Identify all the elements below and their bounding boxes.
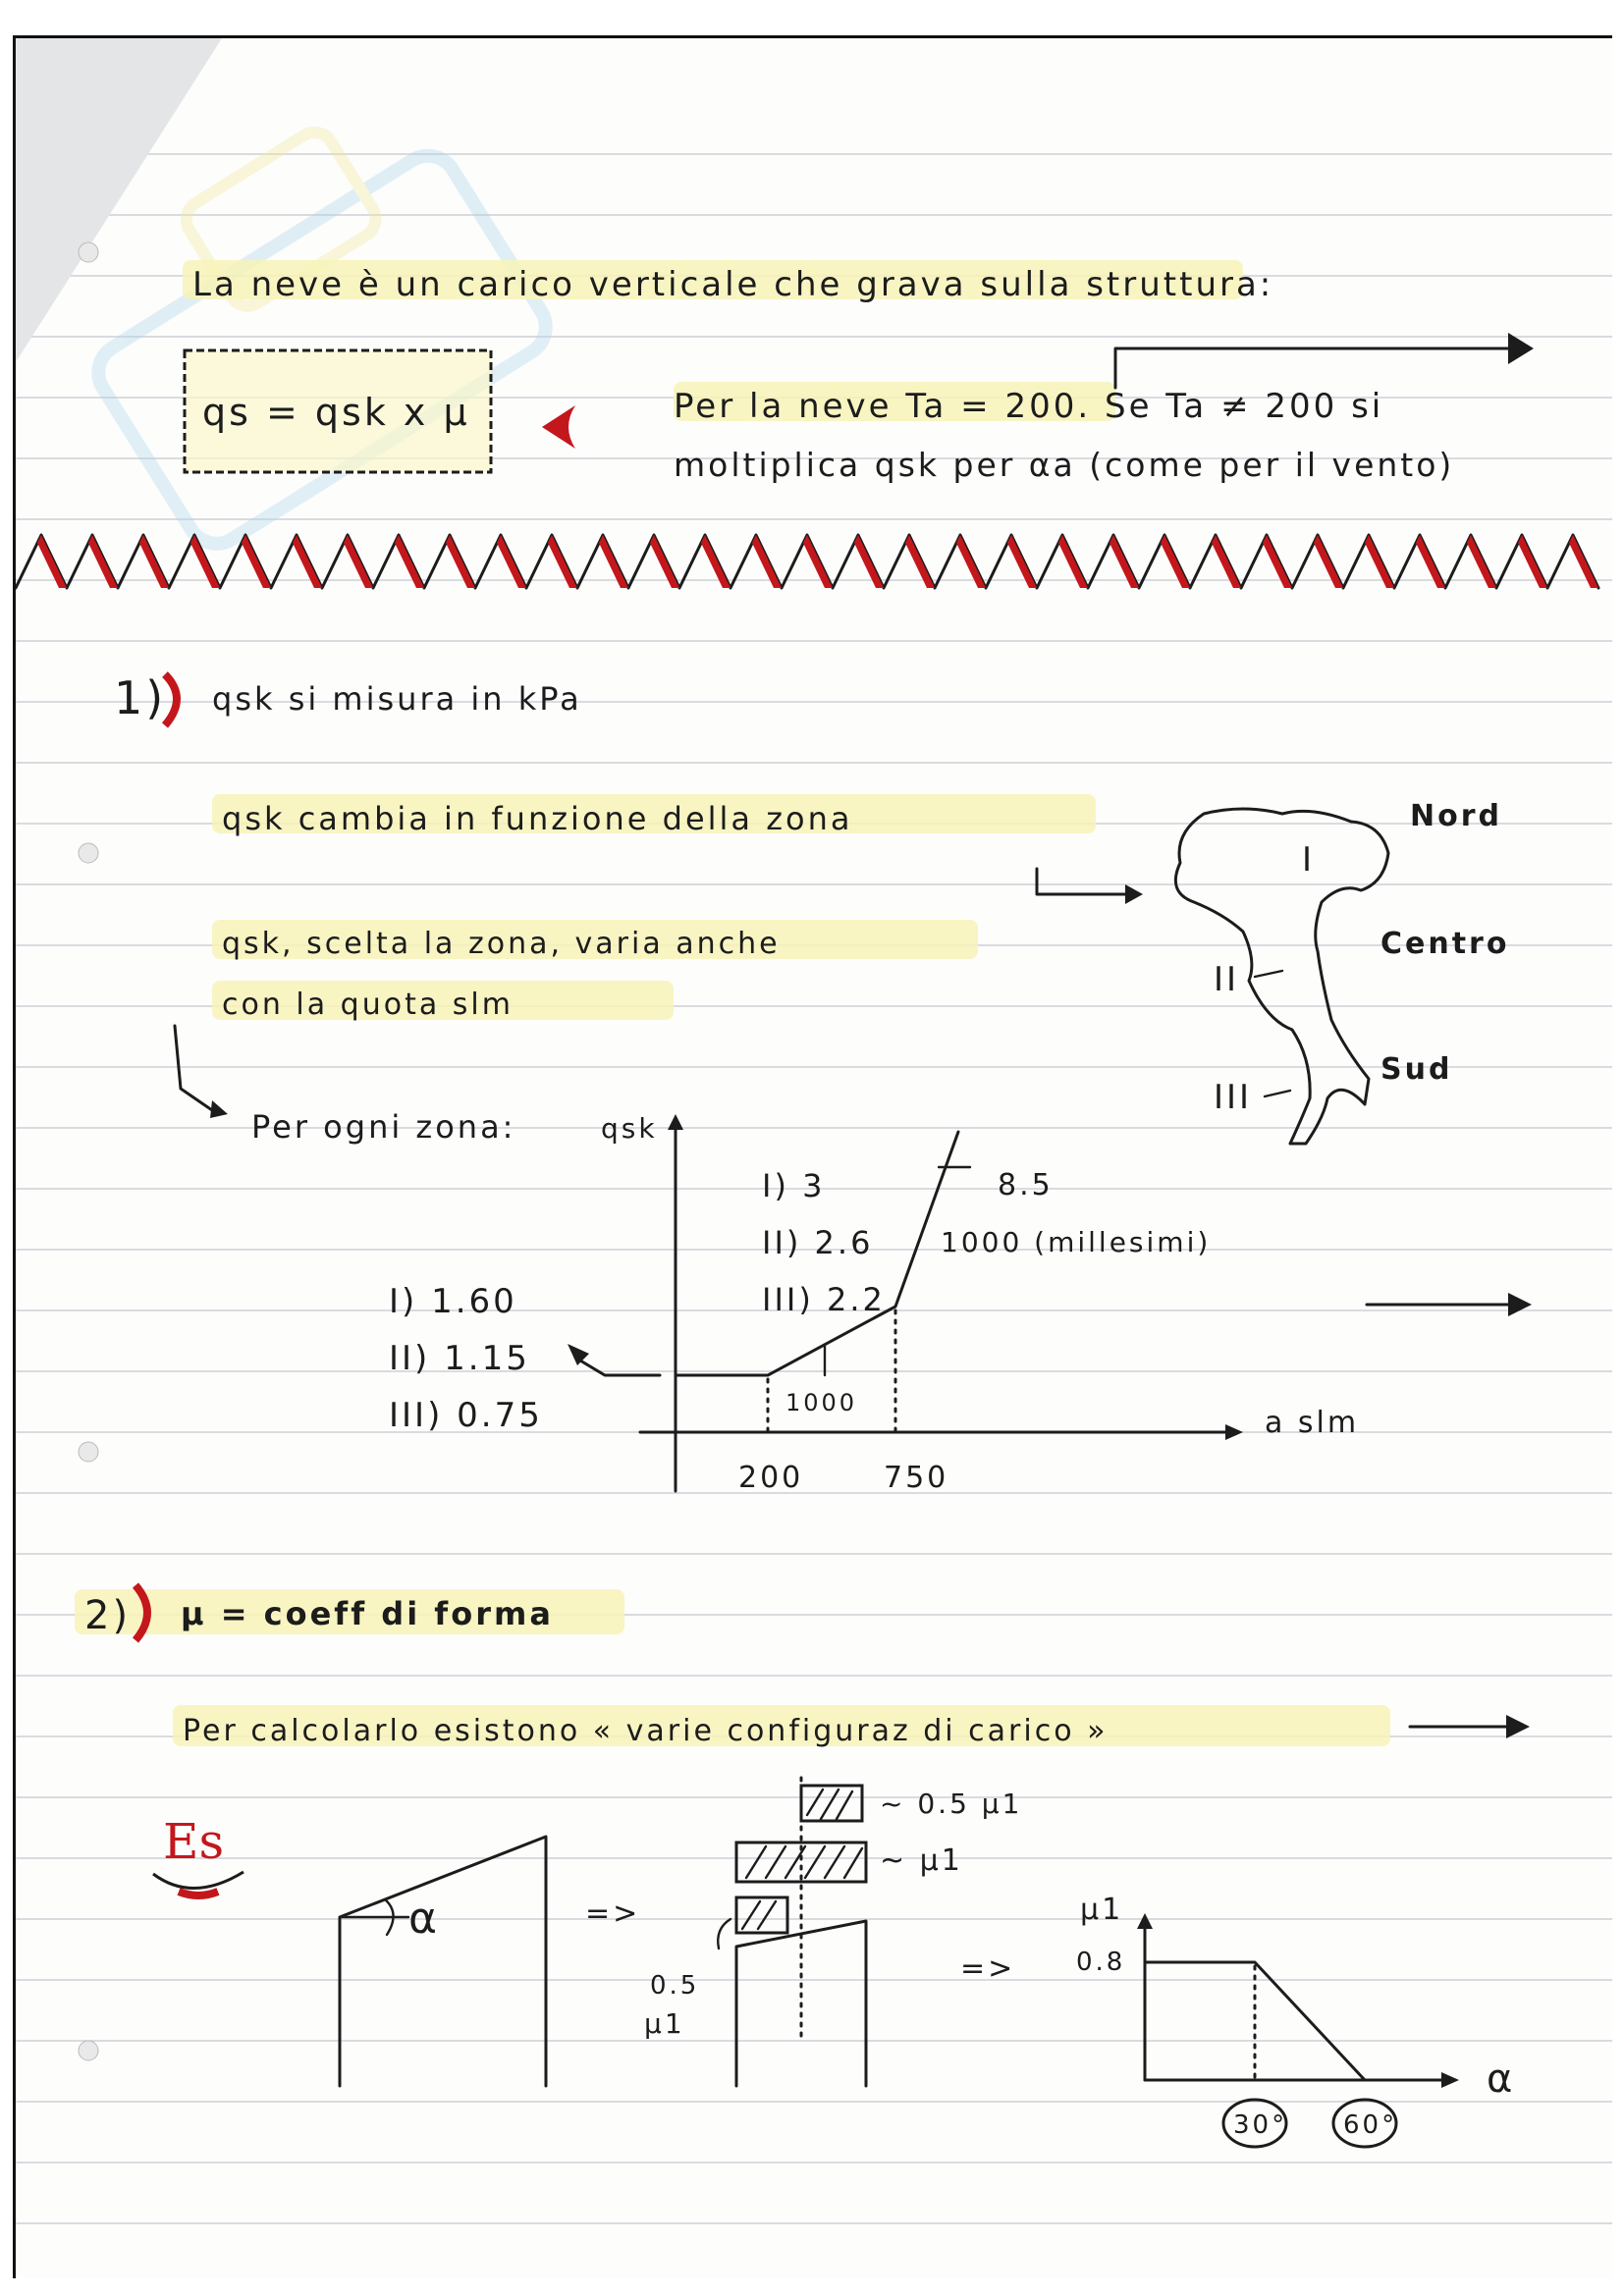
mu-y-axis-arrow-icon	[1137, 1913, 1153, 1929]
map-label-centro: Centro	[1380, 927, 1510, 961]
qsk-graph	[389, 1112, 1532, 1495]
es-label: Es	[163, 1813, 225, 1870]
mu-x-axis-arrow-icon	[1441, 2072, 1459, 2088]
arrow-implies-2: =>	[960, 1951, 1016, 1986]
base-value-2: II) 1.15	[389, 1339, 530, 1378]
roof-sketch	[340, 1837, 546, 2086]
slope1-value-2: II) 2.6	[762, 1224, 874, 1261]
base-value-1: I) 1.60	[389, 1282, 517, 1321]
x-axis-arrow-icon	[1225, 1424, 1243, 1440]
slope1-value-3: III) 2.2	[762, 1281, 886, 1318]
line-quota-2: con la quota slm	[222, 988, 514, 1022]
arrow-right-icon	[1125, 884, 1143, 904]
slope1-run: 1000	[785, 1389, 858, 1416]
tick-750: 750	[884, 1461, 949, 1495]
notebook-page	[13, 35, 1612, 2278]
load-low-label-2: μ1	[644, 2007, 685, 2040]
section2-title: μ = coeff di forma	[181, 1595, 554, 1632]
formula: qs = qsk x μ	[202, 391, 470, 434]
slope1-value-1: I) 3	[762, 1167, 826, 1204]
es-underline	[153, 1872, 244, 1889]
punch-hole	[79, 1442, 98, 1462]
y-axis-arrow-icon	[668, 1114, 683, 1130]
load-mid-label: ~ μ1	[880, 1843, 963, 1878]
arrow-line	[1037, 869, 1125, 894]
page-title: La neve è un carico verticale che grava sulla struttura:	[192, 265, 1274, 304]
section1-title: qsk si misura in kPa	[212, 680, 582, 718]
base-value-3: III) 0.75	[389, 1396, 543, 1435]
mu-x-axis-label: α	[1487, 2056, 1516, 2102]
line-zone: qsk cambia in funzione della zona	[222, 800, 853, 837]
qsk-axis-label: qsk	[601, 1112, 658, 1145]
alpha-label: α	[408, 1894, 441, 1944]
map-zone-1: I	[1302, 840, 1316, 880]
map-zone-2: II	[1214, 960, 1240, 999]
per-ogni-zona: Per ogni zona:	[251, 1108, 516, 1146]
tick-60-label: 60°	[1343, 2110, 1398, 2140]
es-underline-red	[179, 1892, 218, 1896]
arrow-right-icon	[1508, 1293, 1532, 1316]
config-line: Per calcolarlo esistono « varie configuraz di carico »	[183, 1714, 1109, 1748]
arrow-right-icon	[1506, 1715, 1530, 1738]
load-low-label-1: 0.5	[650, 1971, 700, 2001]
note-line-1: Per la neve Ta = 200. Se Ta ≠ 200 si	[674, 387, 1384, 426]
red-pointer-icon	[542, 405, 575, 449]
tick-30-label: 30°	[1233, 2110, 1288, 2140]
punch-hole	[79, 843, 98, 863]
line-quota-1: qsk, scelta la zona, varia anche	[222, 927, 781, 961]
arrow-line	[175, 1026, 212, 1110]
load-configuration	[644, 1778, 1022, 2086]
arrow-line	[1115, 348, 1508, 388]
punch-hole	[79, 242, 98, 262]
arrow-implies-1: =>	[585, 1896, 641, 1931]
map-label-nord: Nord	[1410, 799, 1502, 833]
italy-map	[1175, 799, 1509, 1144]
mu-y-value: 0.8	[1076, 1948, 1126, 1977]
x-axis-label: a slm	[1265, 1406, 1360, 1440]
slope2-run: 1000 (millesimi)	[941, 1226, 1212, 1258]
mu-axis-label: μ1	[1080, 1893, 1124, 1927]
map-label-sud: Sud	[1380, 1052, 1453, 1087]
red-bracket	[165, 674, 177, 725]
arrow-right-icon	[210, 1100, 228, 1118]
section2-number: 2)	[84, 1593, 132, 1638]
map-zone-3: III	[1214, 1078, 1253, 1117]
slope2-rise: 8.5	[998, 1168, 1054, 1202]
load-low-leader	[718, 1919, 731, 1949]
note-line-2: moltiplica qsk per αa (come per il vento)	[674, 446, 1455, 484]
section1-number: 1)	[114, 671, 167, 724]
arrow-line	[575, 1358, 660, 1375]
tick-200: 200	[738, 1461, 804, 1495]
punch-hole	[79, 2041, 98, 2060]
mu-graph	[1076, 1893, 1515, 2147]
load-top-label: ~ 0.5 μ1	[880, 1788, 1023, 1820]
page-drawing	[16, 38, 1612, 2278]
